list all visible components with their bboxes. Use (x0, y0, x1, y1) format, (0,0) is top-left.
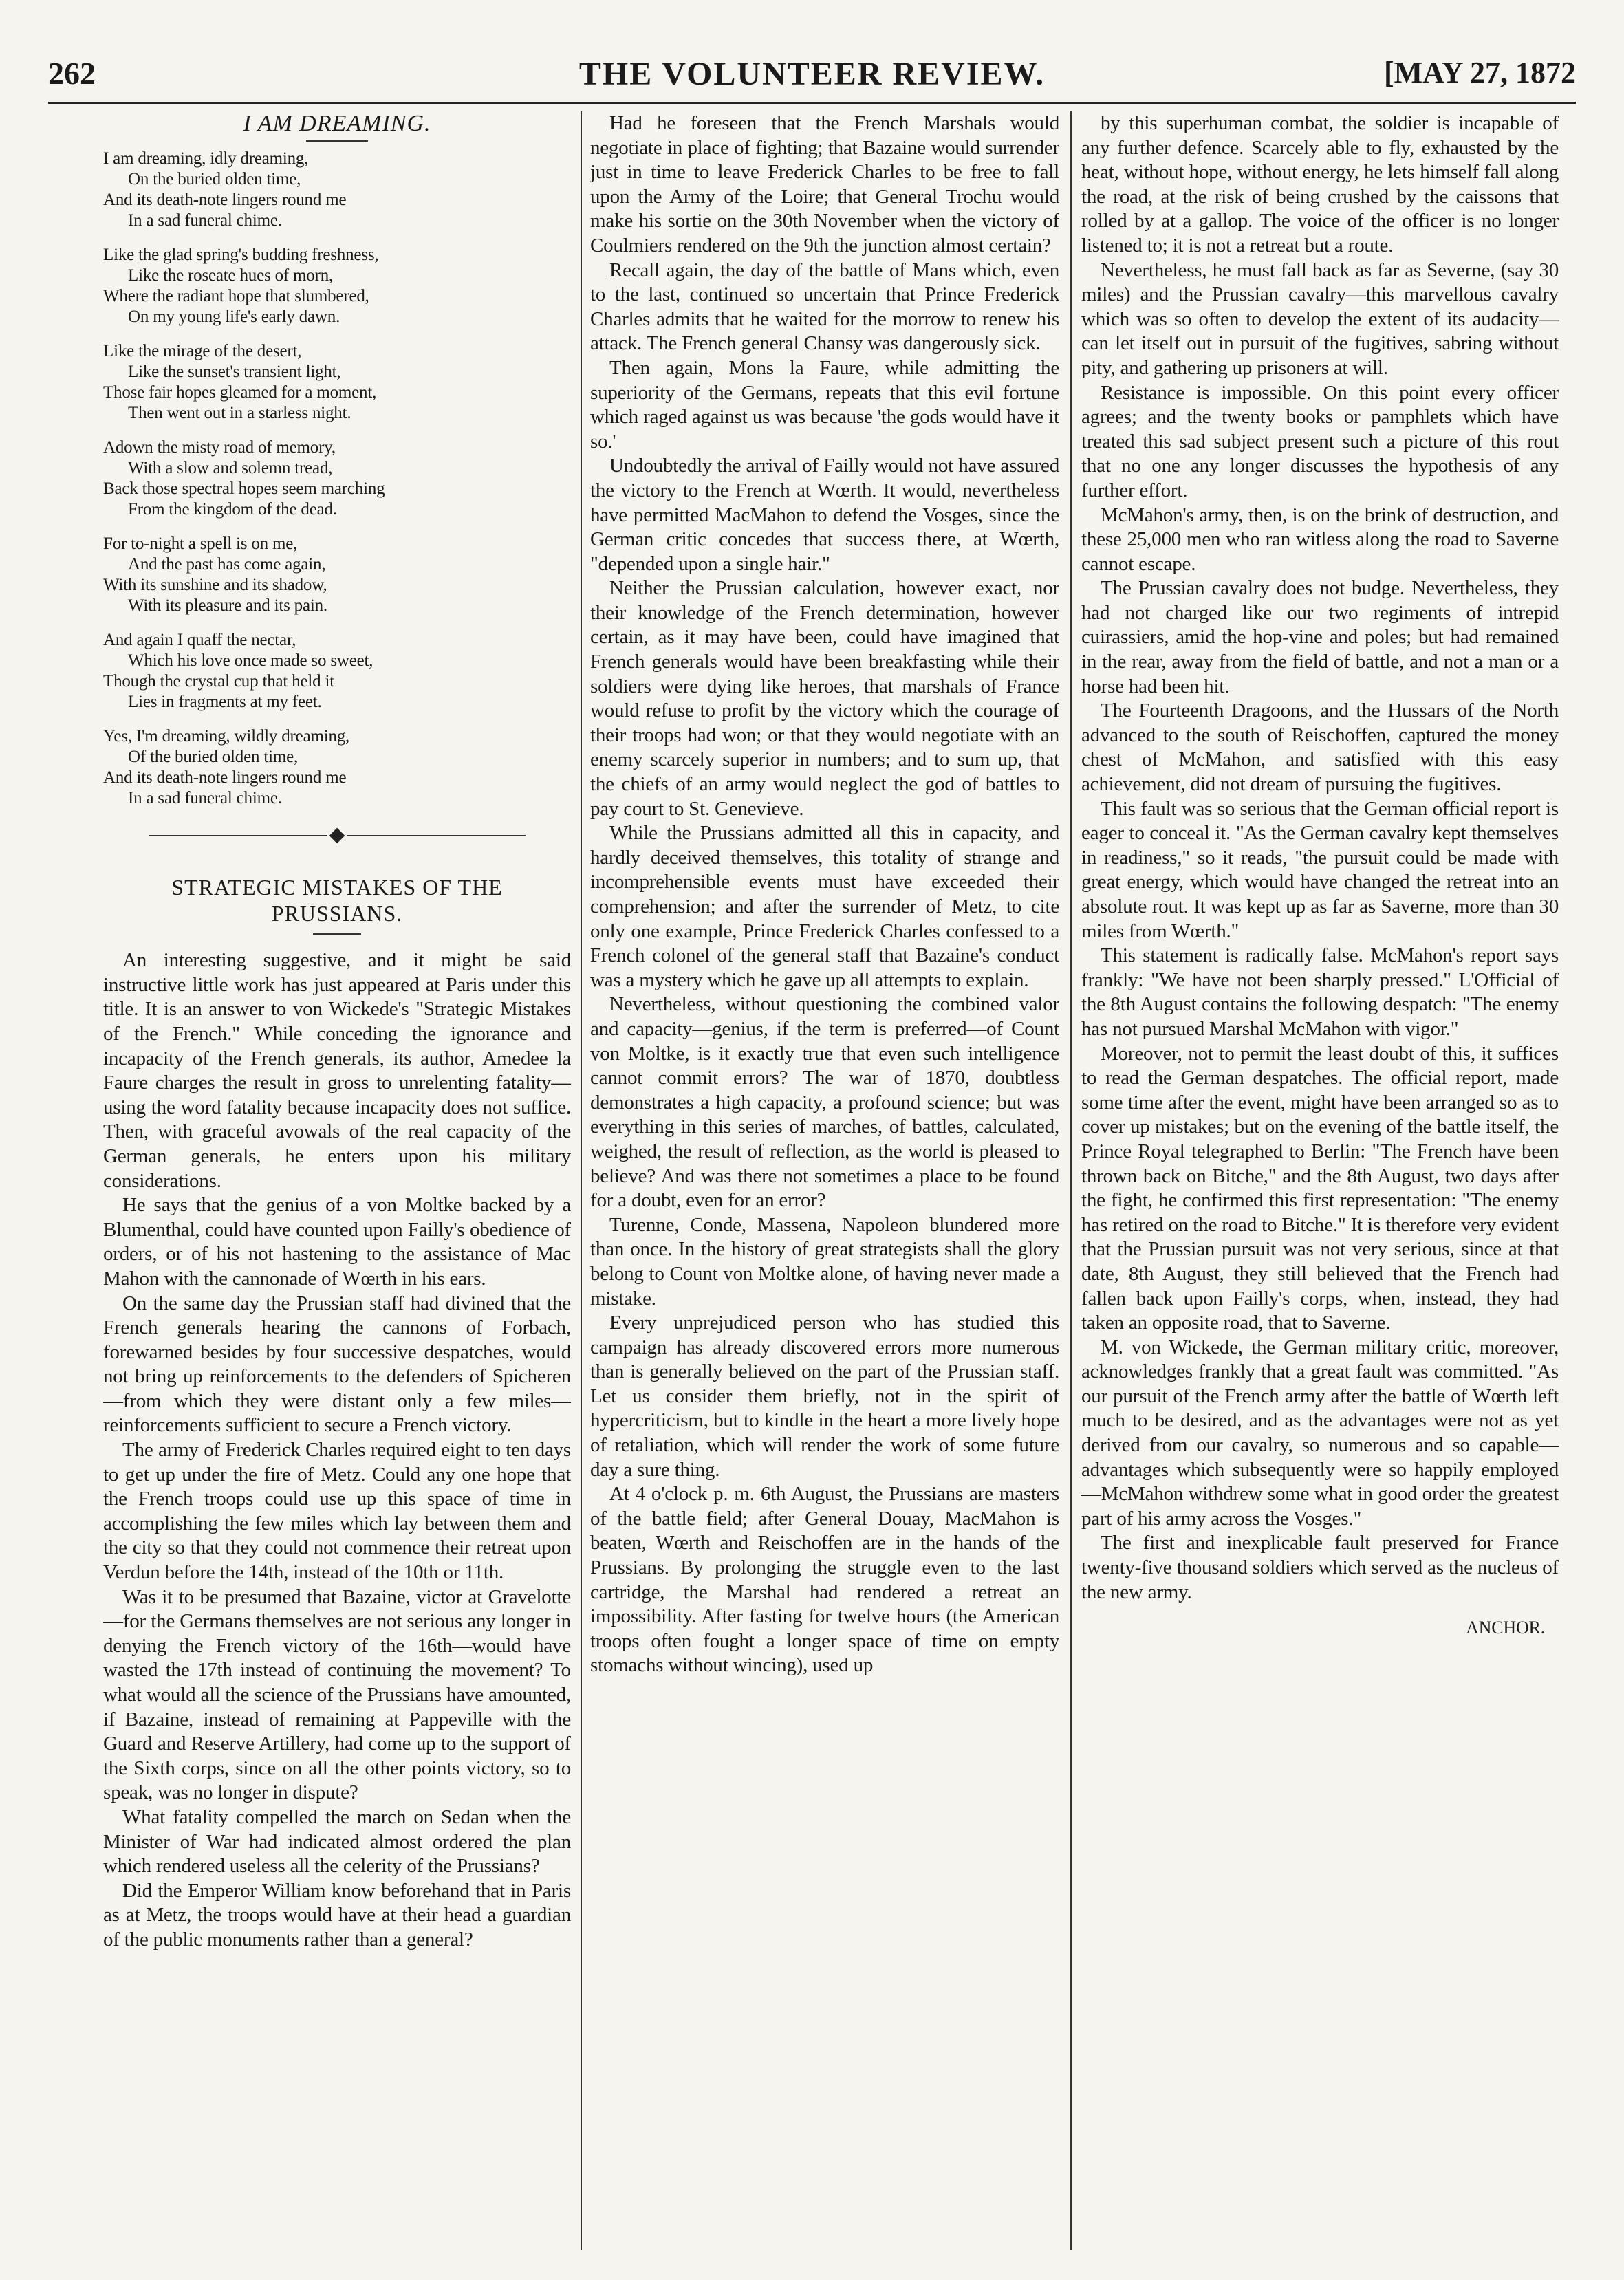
article-paragraph: Moreover, not to permit the least doubt of this, it suffices to read the German despatches. The official report, made some time after the event, might have been arranged so as to cover up mistakes; but on the evening of the battle itself, the Prince Royal telegraphed to Berlin: "The French have been thrown back on Bitche," and the 8th August, two days after the fight, he confirmed this first representation: "The enemy has retired on the road to Bitche." It is therefore very evident that the Prussian pursuit was not very serious, since at that date, 8th August, they still believed that the French had fallen back upon Failly's corps, when, instead, they had taken an opposite road, that to Saverne. (1081, 1042, 1559, 1334)
poem-line: On the buried olden time, (128, 169, 301, 188)
article-paragraph: On the same day the Prussian staff had divined that the French generals hearing the cannons of Forbach, forewarned besides by four successive despatches, would not bring up reinforcements to the defenders of Spicheren—from which they were distant only a few miles—reinforcements sufficient to secure a French victory. (103, 1292, 571, 1437)
poem-line: Like the glad spring's budding freshness, (103, 245, 379, 264)
article-paragraph: Every unprejudiced person who has studied this campaign has already discovered errors more numerous than is generally believed on the part of the Prussian staff. Let us consider them briefly, not in the spirit of hypercriticism, but to kindle in the heart a more lively hope of retaliation, which will render the work of some future day a sure thing. (590, 1312, 1059, 1481)
issue-date: [MAY 27, 1872 (1383, 56, 1576, 89)
column-rule (1070, 111, 1072, 2250)
poem-line: Yes, I'm dreaming, wildly dreaming, (103, 726, 350, 746)
article-paragraph: Did the Emperor William know beforehand that in Paris as at Metz, the troops would have at their head a guardian of the public monuments rather than a general? (103, 1879, 571, 1951)
article-body-col2 (590, 111, 1059, 1678)
poem-stanza (103, 534, 571, 616)
poem-line: Which his love once made so sweet, (128, 651, 373, 670)
poem-stanza (103, 149, 571, 231)
poem-stanza (103, 437, 571, 520)
publication-title: THE VOLUNTEER REVIEW. (578, 56, 1046, 92)
poem-stanza (103, 245, 571, 327)
poem-line: Like the roseate hues of morn, (128, 265, 334, 285)
poem-line: Adown the misty road of memory, (103, 437, 336, 457)
section-divider (103, 823, 571, 847)
article-paragraph: The first and inexplicable fault preserved for France twenty-five thousand soldiers which served as the nucleus of the new army. (1081, 1532, 1559, 1603)
poem-line: Lies in fragments at my feet. (128, 692, 322, 711)
poem-line: From the kingdom of the dead. (128, 499, 337, 519)
column-1 (103, 111, 571, 2202)
poem-line: And again I quaff the nectar, (103, 630, 296, 649)
article-paragraph: Had he foreseen that the French Marshals would negotiate in place of fighting; that Bazaine would surrender just in time to leave Frederick Charles to be free to fall upon the Army of the Loire; that General Trochu would make his sortie on the 30th November when the victory of Coulmiers rendered on the 9th the junction almost certain? (590, 112, 1059, 257)
article-paragraph: Turenne, Conde, Massena, Napoleon blundered more than once. In the history of great strategists shall the glory belong to Count von Moltke alone, of having never made a mistake. (590, 1213, 1059, 1310)
article-paragraph: Neither the Prussian calculation, however exact, nor their knowledge of the French determination, however certain, as it may have been, could have imagined that French generals would have been breakfasting while their soldiers were dying like heroes, that marshals of France would refuse to profit by the victory which the courage of their troops had won; or that they would negotiate with an enemy scarcely superior in numbers; and to sum up, that the chiefs of an army would neglect the god of battles to pay court to St. Genevieve. (590, 577, 1059, 820)
article-paragraph: Nevertheless, without questioning the combined valor and capacity—genius, if the term is preferred—of Count von Moltke, is it exactly true that even such intelligence cannot commit errors? The war of 1870, doubtless demonstrates a high capacity, a profound science; but was everything in this series of marches, of battles, calculated, weighed, the result of reflection, as the world is pleased to believe? And was there not sometimes a place to be found for a doubt, even for an error? (590, 993, 1059, 1212)
poem-stanza (103, 630, 571, 713)
article-body-col3 (1081, 111, 1559, 1605)
article-paragraph: M. von Wickede, the German military critic, moreover, acknowledges frankly that a great fault was committed. "As our pursuit of the French army after the battle of Wœrth left much to be desired, and as the advantages were not as yet derived from our cavalry, so numerous and so capable—advantages which subsequently were so happily employed—McMahon withdrew some what in good order the greatest part of his army across the Vosges." (1081, 1336, 1559, 1530)
article-paragraph: The army of Frederick Charles required eight to ten days to get up under the fire of Metz. Could any one hope that the French troops could use up this space of time in accomplishing the few miles which lay between them and the city so that they could not commence their retreat upon Verdun before the 14th, instead of the 10th or 11th. (103, 1439, 571, 1584)
poem-line: And the past has come again, (128, 554, 326, 574)
poem-title: I AM DREAMING. (243, 111, 431, 136)
poem-line: On my young life's early dawn. (128, 307, 340, 326)
article-paragraph: Nevertheless, he must fall back as far as Severne, (say 30 miles) and the Prussian cavalry—this marvellous cavalry which was so often to develop the extent of its audacity—can let itself out in pursuit of the fugitives, sabring without pity, and gathering up prisoners at will. (1081, 259, 1559, 379)
article-paragraph: Resistance is impossible. On this point every officer agrees; and the twenty books or pamphlets which have treated this sad subject present such a picture of this rout that no one any longer discusses the hypothesis of any further effort. (1081, 381, 1559, 501)
poem-line: I am dreaming, idly dreaming, (103, 149, 309, 168)
article-paragraph: Was it to be presumed that Bazaine, victor at Gravelotte—for the Germans themselves are not serious any longer in denying the French victory of the 16th—would have wasted the 17th instead of continuing the movement? To what would all the science of the Prussians have amounted, if Bazaine, instead of remaining at Pappeville with the Guard and Reserve Artillery, had come up to the support of the Sixth corps, since on all the other points victory, so to speak, was no longer in dispute? (103, 1585, 571, 1804)
title-rule (306, 140, 368, 142)
article-paragraph: by this superhuman combat, the soldier is incapable of any further defence. Scarcely able to fly, exhausted by the heat, without hope, without energy, he lets himself fall along the road, at the risk of being crushed by the caissons that rolled by at a gallop. The voice of the officer is no longer listened to; it is not a retreat but a route. (1081, 112, 1559, 257)
poem-line: With its sunshine and its shadow, (103, 575, 327, 594)
poem-line: Then went out in a starless night. (128, 403, 351, 422)
poem-line: Back those spectral hopes seem marching (103, 479, 385, 498)
article-paragraph: The Fourteenth Dragoons, and the Hussars of the North advanced to the south of Reischoffen, captured the money chest of McMahon, and satisfied with this easy achievement, did not dream of pursuing the fugitives. (1081, 699, 1559, 796)
article-paragraph: While the Prussians admitted all this in capacity, and hardly deceived themselves, this totality of strange and incomprehensible events must have exceeded their comprehension; and after the surrender of Metz, to cite only one example, Prince Frederick Charles confessed to a French colonel of the general staff that Bazaine's conduct was a mystery which he gave up all attempts to explain. (590, 822, 1059, 991)
poem-stanza (103, 341, 571, 424)
poem-line: In a sad funeral chime. (128, 788, 282, 807)
article-paragraph: At 4 o'clock p. m. 6th August, the Prussians are masters of the battle field; after General Douay, MacMahon is beaten, Wœrth and Reischoffen are in the hands of the Prussians. By prolonging the struggle even to the last cartridge, the Marshal had rendered a retreat an impossibility. After fasting for twelve hours (the American troops often fought a longer space of time on empty stomachs without wincing), used up (590, 1483, 1059, 1677)
header-rule (48, 102, 1576, 104)
poem-line: And its death-note lingers round me (103, 190, 347, 209)
article-paragraph: This statement is radically false. McMahon's report says frankly: "We have not been sharply pressed." L'Official of the 8th August contains the following despatch: "The enemy has not pursued Marshal McMahon with vigor." (1081, 944, 1559, 1040)
author-signature: ANCHOR. (1466, 1618, 1545, 1638)
article-paragraph: An interesting suggestive, and it might be said instructive little work has just appeared at Paris under this title. It is an answer to von Wickede's "Strategic Mistakes of the French." While conceding the ignorance and incapacity of the French generals, its author, Amedee la Faure charges the result in gross to unrelenting fatality—using the word fatality because incapacity does not suffice. Then, with graceful avowals of the real capacity of the German generals, he enters upon his military considerations. (103, 949, 571, 1192)
poem-line: Like the mirage of the desert, (103, 341, 302, 360)
article-paragraph: Then again, Mons la Faure, while admitting the superiority of the Germans, repeats that this evil fortune which raged against us was because 'the gods would have it so.' (590, 356, 1059, 453)
poem-line: With a slow and solemn tread, (128, 458, 333, 477)
poem-line: With its pleasure and its pain. (128, 596, 327, 615)
poem-line: For to-night a spell is on me, (103, 534, 298, 553)
title-rule (313, 933, 361, 935)
page-number: 262 (48, 56, 96, 91)
article-paragraph: What fatality compelled the march on Sedan when the Minister of War had indicated almost ordered the plan which rendered useless all the celerity of the Prussians? (103, 1805, 571, 1878)
column-rule (581, 111, 582, 2250)
article-paragraph: The Prussian cavalry does not budge. Nevertheless, they had not charged like our two regiments of intrepid cuirassiers, amid the hop-vine and poles; but had remained in the rear, away from the field of battle, and not a man or a horse had been hit. (1081, 577, 1559, 697)
poem-line: Those fair hopes gleamed for a moment, (103, 382, 377, 402)
column-2 (590, 111, 1059, 2202)
article-title: STRATEGIC MISTAKES OF THE PRUSSIANS. (171, 875, 503, 926)
poem-line: Of the buried olden time, (128, 747, 299, 766)
column-3 (1081, 111, 1559, 2202)
poem-line: Though the crystal cup that held it (103, 671, 334, 691)
article-paragraph: McMahon's army, then, is on the brink of destruction, and these 25,000 men who ran witless along the road to Saverne cannot escape. (1081, 503, 1559, 575)
poem-line: In a sad funeral chime. (128, 210, 282, 230)
page-header (48, 50, 1576, 98)
poem-line: Like the sunset's transient light, (128, 362, 341, 381)
poem-stanza (103, 726, 571, 809)
article-paragraph: Recall again, the day of the battle of Mans which, even to the last, continued so uncertain that Prince Frederick Charles admits that he waited for the morrow to renew his attack. The French general Chansy was dangerously sick. (590, 259, 1059, 355)
poem-line: And its death-note lingers round me (103, 768, 347, 787)
article-body-col1 (103, 948, 571, 1952)
poem-line: Where the radiant hope that slumbered, (103, 286, 369, 305)
article-paragraph: He says that the genius of a von Moltke backed by a Blumenthal, could have counted upon Failly's obedience of orders, or of his not hastening to the assistance of Mac Mahon with the cannonade of Wœrth in his ears. (103, 1194, 571, 1290)
article-paragraph: Undoubtedly the arrival of Failly would not have assured the victory to the French at Wœrth. It would, nevertheless have permitted MacMahon to defend the Vosges, since the German critic concedes that success there, at Wœrth, "depended upon a single hair." (590, 455, 1059, 575)
article-paragraph: This fault was so serious that the German official report is eager to conceal it. "As the German cavalry kept themselves in readiness," so it reads, "the pursuit could be made with great energy, which would have changed the retreat into an absolute rout. It was kept up as far as Saverne, more than 30 miles from Wœrth." (1081, 797, 1559, 942)
poem-body (103, 149, 571, 809)
